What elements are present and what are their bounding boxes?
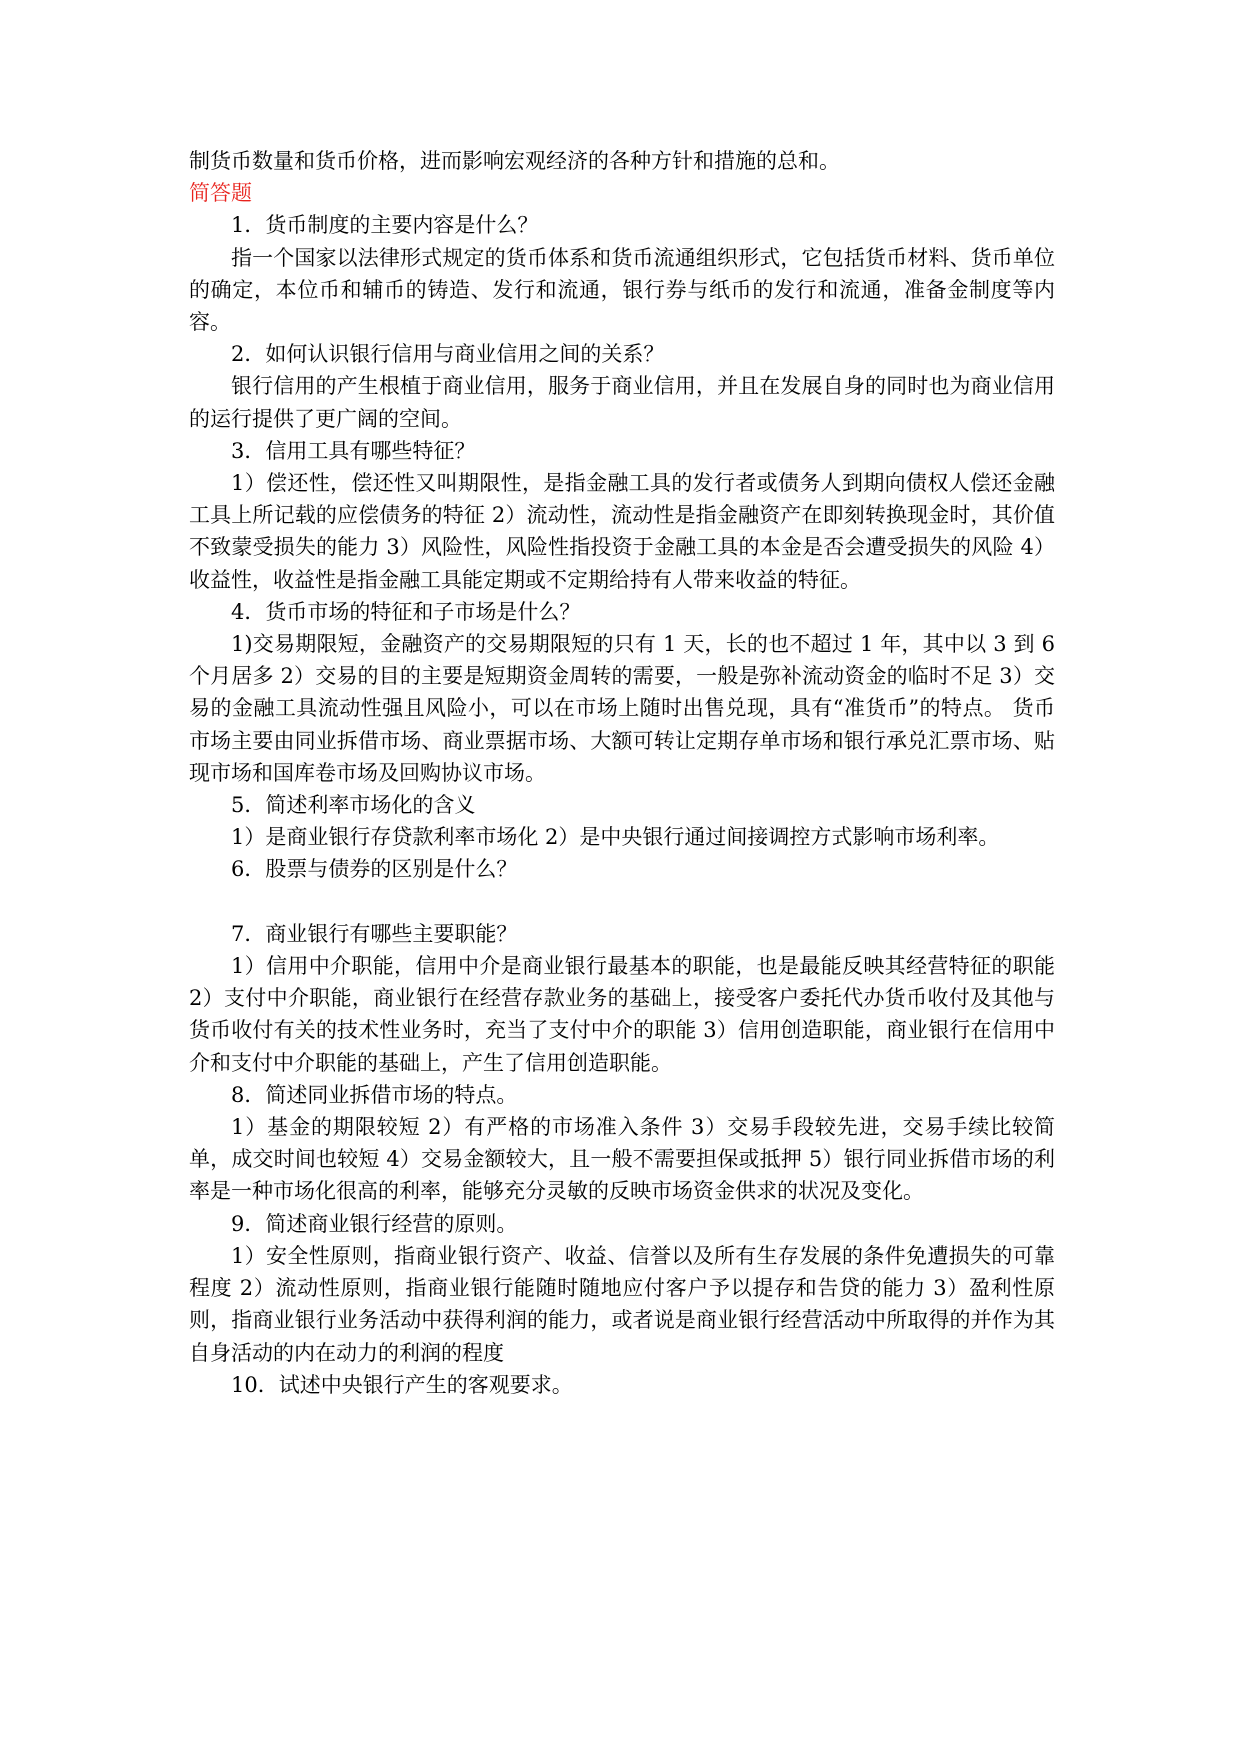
answer-9: 1）安全性原则，指商业银行资产、收益、信誉以及所有生存发展的条件免遭损失的可靠程度 2）流动性原则，指商业银行能随时随地应付客户予以提存和告贷的能力 3）盈利性原则，指商业银行业务活动中获得利润的能力，或者说是商业银行经营活动中所取得的并作为其自身活动的内在动力的利润的程度: [189, 1243, 1055, 1365]
section-title: 简答题: [189, 181, 252, 206]
answer-3: 1）偿还性，偿还性又叫期限性，是指金融工具的发行者或债务人到期向债权人偿还金融工具上所记载的应偿债务的特征 2）流动性，流动性是指金融资产在即刻转换现金时，其价值不致蒙受损失的能力 3）风险性，风险性指投资于金融工具的本金是否会遭受损失的风险 4）收益性，收益性是指金融工具能定期或不定期给持有人带来收益的特征。: [189, 471, 1055, 592]
question-6: 6．股票与债券的区别是什么？: [231, 857, 518, 882]
question-10: 10．试述中央银行产生的客观要求。: [231, 1372, 573, 1397]
question-8: 8．简述同业拆借市场的特点。: [231, 1082, 518, 1107]
question-1: 1．货币制度的主要内容是什么？: [231, 213, 539, 238]
answer-4: 1)交易期限短，金融资产的交易期限短的只有 1 天，长的也不超过 1 年，其中以 3 到 6 个月居多 2）交易的目的主要是短期资金周转的需要，一般是弥补流动资金的临时不足 3）交易的金融工具流动性强且风险小，可以在市场上随时出售兑现，具有“准货币”的特点。 货币市场主要由同业拆借市场、商业票据市场、大额可转让定期存单市场和银行承兑汇票市场、贴现市场和国库卷市场及回购协议市场。: [189, 632, 1055, 785]
blank-answer-6: [189, 886, 1055, 918]
question-7: 7．商业银行有哪些主要职能？: [231, 921, 518, 946]
question-5: 5．简述利率市场化的含义: [231, 793, 476, 818]
question-4: 4．货币市场的特征和子市场是什么？: [231, 599, 581, 624]
answer-2: 银行信用的产生根植于商业信用，服务于商业信用，并且在发展自身的同时也为商业信用的运行提供了更广阔的空间。: [189, 374, 1055, 431]
question-9: 9．简述商业银行经营的原则。: [231, 1211, 518, 1236]
answer-5: 1）是商业银行存贷款利率市场化 2）是中央银行通过间接调控方式影响市场利率。: [231, 825, 1000, 850]
question-2: 2．如何认识银行信用与商业信用之间的关系？: [231, 342, 665, 367]
answer-1: 指一个国家以法律形式规定的货币体系和货币流通组织形式，它包括货币材料、货币单位的确定，本位币和辅币的铸造、发行和流通，银行券与纸币的发行和流通，准备金制度等内容。: [189, 245, 1055, 335]
answer-8: 1）基金的期限较短 2）有严格的市场准入条件 3）交易手段较先进，交易手续比较简单，成交时间也较短 4）交易金额较大，且一般不需要担保或抵押 5）银行同业拆借市场的利率是一种市场化很高的利率，能够充分灵敏的反映市场资金供求的状况及变化。: [189, 1115, 1055, 1204]
question-3: 3．信用工具有哪些特征？: [231, 438, 476, 463]
document-page: [189, 145, 1055, 1401]
intro-tail-paragraph: 制货币数量和货币价格，进而影响宏观经济的各种方针和措施的总和。: [189, 149, 840, 173]
answer-7: 1）信用中介职能，信用中介是商业银行最基本的职能，也是最能反映其经营特征的职能 2）支付中介职能，商业银行在经营存款业务的基础上，接受客户委托代办货币收付及其他与货币收付有关的技术性业务时，充当了支付中介的职能 3）信用创造职能，商业银行在信用中介和支付中介职能的基础上，产生了信用创造职能。: [189, 954, 1055, 1075]
